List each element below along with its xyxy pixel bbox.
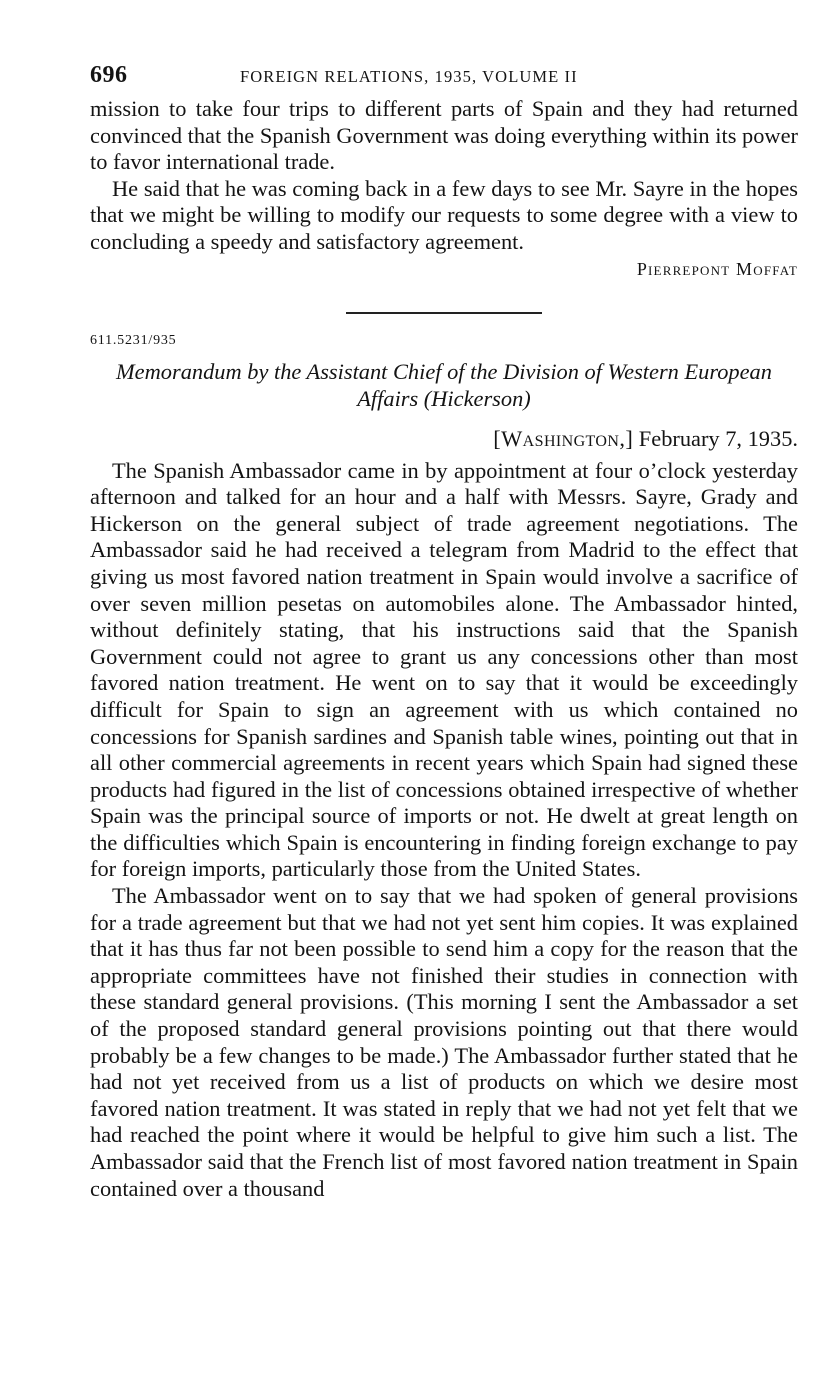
- signature: Pierrepont Moffat: [636, 258, 798, 279]
- file-number: 611.5231/935: [90, 332, 177, 348]
- running-header-title: FOREIGN RELATIONS, 1935, VOLUME II: [240, 67, 578, 86]
- body-paragraph: The Spanish Ambassador came in by appointment at four o’clock yesterday afternoon and talked for an hour and a half with Messrs. Sayre, Grady and Hickerson on the general subject of trade agreement negotiations. The Ambassador said he had received a telegram from Madrid to the effect that giving us most favored nation treatment in Spain would involve a sacrifice of over seven million pesetas on automobiles alone. The Ambassador hinted, without definitely stating, that his instructions said that the Spanish Government could not agree to grant us any concessions other than most favored nation treatment. He went on to say that it would be exceedingly difficult for Spain to sign an agreement with us which contained no concessions for Spanish sardines and Spanish table wines, pointing out that in all other commercial agreements in recent years which Spain had signed these products had figured in the list of concessions obtained irrespective of whether Spain was the principal source of imports or not. He dwelt at great length on the difficulties which Spain is encountering in finding foreign exchange to pay for foreign imports, particularly those from the United States.: [90, 457, 798, 882]
- continued-paragraph: mission to take four trips to different parts of Spain and they had returned convinced that the Spanish Government was doing everything within its power to favor international trade.: [90, 96, 798, 175]
- running-header: [90, 62, 798, 96]
- page-number: 696: [90, 62, 128, 88]
- document-page: [90, 62, 798, 1202]
- dateline: [90, 425, 798, 452]
- body-paragraph: The Ambassador went on to say that we had spoken of general provisions for a trade agreement but that we had not yet sent him copies. It was explained that it has thus far not been possible to send him a copy for the reason that the appropriate committees have not finished their studies in connection with these standard general provisions. (This morning I sent the Ambassador a set of the proposed standard general provisions pointing out that there would probably be a few changes to be made.) The Ambassador further stated that he had not yet received from us a list of products on which we desire most favored nation treatment. It was stated in reply that we had not yet felt that we had reached the point where it would be helpful to give him such a list. The Ambassador said that the French list of most favored nation treatment in Spain contained over a thousand: [90, 883, 798, 1201]
- dateline-place: [Washington,]: [493, 425, 634, 451]
- closing-paragraph: He said that he was coming back in a few days to see Mr. Sayre in the hopes that we might be willing to modify our requests to some degree with a view to concluding a speedy and satisfactory agreement.: [90, 175, 798, 254]
- section-divider: [346, 312, 542, 314]
- memorandum-title: Memorandum by the Assistant Chief of the Division of Western European Affairs (Hickerson): [116, 358, 772, 411]
- dateline-date: February 7, 1935.: [638, 425, 798, 451]
